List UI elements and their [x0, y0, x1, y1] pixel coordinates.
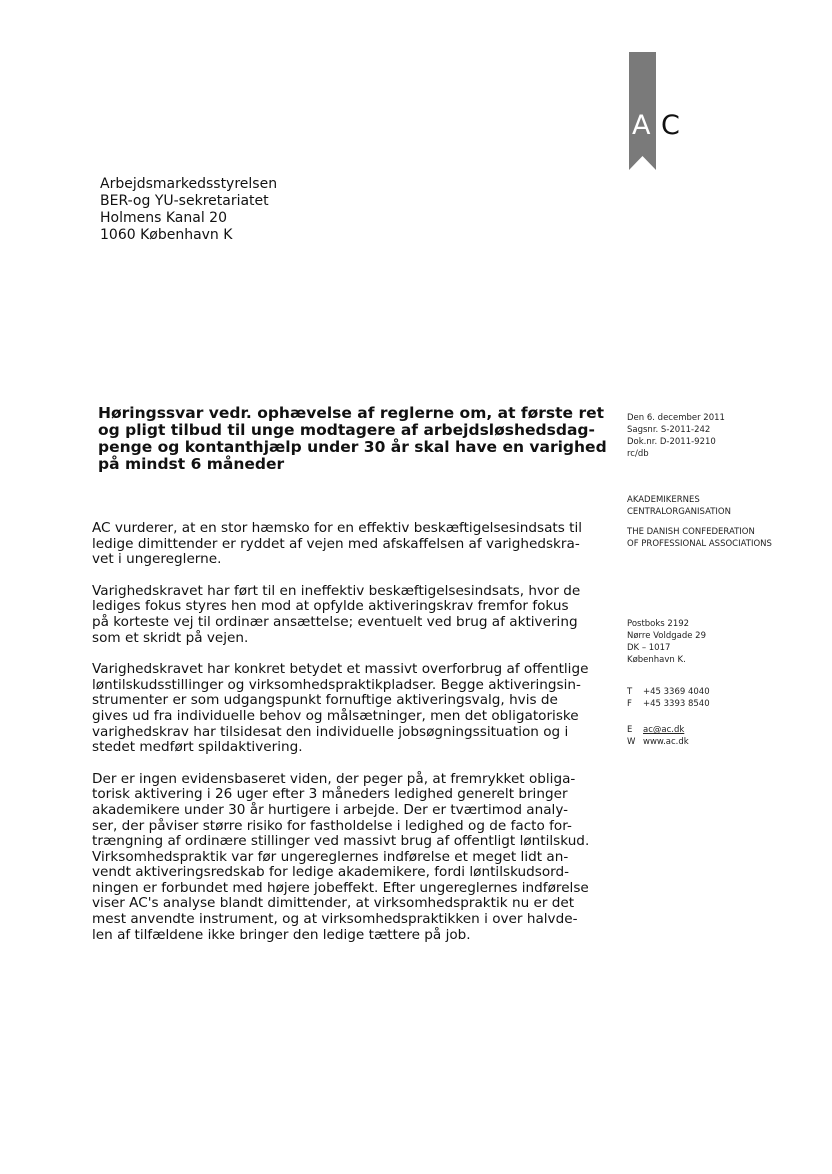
- postal-line: DK – 1017: [627, 643, 671, 653]
- web-label: W: [627, 737, 636, 747]
- body-line: torisk aktivering i 26 uger efter 3 måneders ledighed generelt bringer: [92, 786, 568, 803]
- body-line: trængning af ordinære stillinger ved massivt brug af offentligt løntilskud.: [92, 833, 590, 850]
- postal-line: Nørre Voldgade 29: [627, 631, 707, 641]
- org-english-line: THE DANISH CONFEDERATION: [627, 527, 755, 537]
- org-danish-line: CENTRALORGANISATION: [627, 507, 731, 517]
- title-line: og pligt tilbud til unge modtagere af arbejdsløshedsdag-: [98, 421, 595, 439]
- body-line: Der er ingen evidensbaseret viden, der peger på, at fremrykket obliga-: [92, 770, 576, 787]
- body-line: ledige dimittender er ryddet af vejen med afskaffelsen af varighedskra-: [92, 535, 580, 552]
- org-english-line: OF PROFESSIONAL ASSOCIATIONS: [627, 539, 772, 549]
- meta-doc-number: Dok.nr. D-2011-9210: [627, 437, 716, 447]
- logo-letter-a: A: [632, 110, 651, 141]
- web-row: [627, 736, 689, 748]
- recipient-line: BER-og YU-sekretariatet: [100, 193, 269, 209]
- org-spacer: [627, 518, 772, 526]
- document-body: [92, 505, 607, 959]
- body-line: på korteste vej til ordinær ansættelse; eventuelt ved brug af aktivering: [92, 613, 578, 630]
- org-danish-line: AKADEMIKERNES: [627, 495, 700, 505]
- recipient-line: Arbejdsmarkedsstyrelsen: [100, 176, 278, 192]
- body-line: strumenter er som udgangspunkt fornuftige aktiveringsvalg, hvis de: [92, 692, 558, 709]
- document-title: [98, 404, 607, 473]
- body-line: viser AC's analyse blandt dimittender, at virksomhedspraktik nu er det: [92, 895, 575, 912]
- phone-number: +45 3369 4040: [643, 687, 710, 697]
- title-line: på mindst 6 måneder: [98, 455, 285, 473]
- body-line: ningen er forbundet med højere jobeffekt. Efter ungereglernes indførelse: [92, 879, 589, 896]
- body-line: mest anvendte instrument, og at virksomhedspraktikken i over halvde-: [92, 911, 578, 928]
- online-contact: [627, 724, 689, 748]
- email-label: E: [627, 725, 633, 735]
- body-line: Varighedskravet har konkret betydet et massivt overforbrug af offentlige: [92, 661, 589, 678]
- phone-label: T: [627, 687, 633, 697]
- meta-initials: rc/db: [627, 449, 649, 459]
- logo-letter-c: C: [661, 110, 680, 141]
- body-line: AC vurderer, at en stor hæmsko for en effektiv beskæftigelsesindsats til: [92, 520, 583, 536]
- body-line: ser, der påviser større risiko for fastholdelse i ledighed og de facto for-: [92, 817, 572, 834]
- body-line: løntilskudsstillinger og virksomhedspraktikpladser. Begge aktiveringsin-: [92, 676, 581, 693]
- fax-number: +45 3393 8540: [643, 699, 710, 709]
- body-line: len af tilfældene ikke bringer den ledige tættere på job.: [92, 926, 471, 943]
- postal-address: [627, 618, 706, 666]
- body-line: vet i ungereglerne.: [92, 551, 222, 568]
- fax-row: [627, 698, 710, 710]
- body-line: Virksomhedspraktik var før ungereglernes indførelse et meget lidt an-: [92, 848, 569, 865]
- email-row: [627, 724, 689, 736]
- postal-line: København K.: [627, 655, 686, 665]
- phone-block: [627, 686, 710, 710]
- postal-line: Postboks 2192: [627, 619, 690, 629]
- recipient-line: Holmens Kanal 20: [100, 210, 227, 226]
- body-line: gives ud fra individuelle behov og målsætninger, men det obligatoriske: [92, 707, 579, 724]
- web-link[interactable]: www.ac.dk: [643, 737, 689, 747]
- meta-case-number: Sagsnr. S-2011-242: [627, 425, 711, 435]
- recipient-address: [100, 176, 277, 244]
- body-line: varighedskrav har tilsidesat den individuelle jobsøgningssituation og i: [92, 723, 569, 740]
- body-line: lediges fokus styres hen mod at opfylde aktiveringskrav fremfor fokus: [92, 598, 569, 615]
- fax-label: F: [627, 699, 632, 709]
- body-line: som et skridt på vejen.: [92, 629, 249, 646]
- meta-date: Den 6. december 2011: [627, 413, 725, 423]
- ac-logo: [619, 52, 679, 170]
- body-line: Varighedskravet har ført til en ineffektiv beskæftigelsesindsats, hvor de: [92, 582, 581, 599]
- document-meta: [627, 412, 725, 460]
- body-line: stedet medført spildaktivering.: [92, 739, 303, 756]
- title-line: penge og kontanthjælp under 30 år skal have en varighed: [98, 438, 607, 456]
- phone-row: [627, 686, 710, 698]
- title-line: Høringssvar vedr. ophævelse af reglerne om, at første ret: [98, 404, 605, 422]
- recipient-line: 1060 København K: [100, 227, 233, 243]
- body-line: akademikere under 30 år hurtigere i arbejde. Der er tværtimod analy-: [92, 801, 569, 818]
- body-line: vendt aktiveringsredskab for ledige akademikere, fordi løntilskudsord-: [92, 864, 570, 881]
- email-link[interactable]: ac@ac.dk: [643, 725, 685, 735]
- organisation-name: [627, 494, 772, 550]
